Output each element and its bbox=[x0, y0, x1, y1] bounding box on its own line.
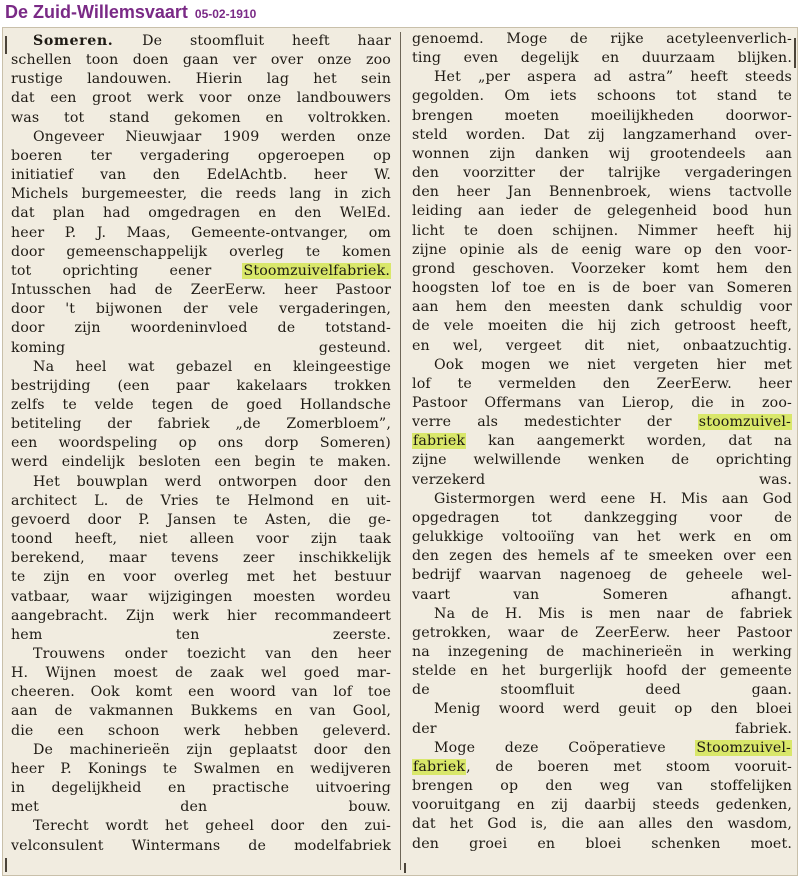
text-line: met den bouw. bbox=[11, 799, 391, 816]
text-line: was tot stand gekomen en voltrokken. bbox=[11, 109, 391, 126]
text-line: heer P. Konings te Swalmen en wedijveren bbox=[11, 760, 391, 777]
text-line: aan de vakmannen Bukkems en van Gool, bbox=[11, 703, 391, 720]
article-paragraph bbox=[5, 128, 395, 358]
text-line: zelfs te velde tegen de goed Hollandsche bbox=[11, 396, 391, 413]
text-line: werd eindelijk besloten een begin te maken. bbox=[11, 454, 391, 471]
text-line: door zijn woordeninvloed de totstand- bbox=[11, 320, 391, 337]
article-paragraph bbox=[406, 68, 796, 355]
text-line: door 't bijwonen der vele vergaderingen, bbox=[11, 301, 391, 318]
text-line: vaart van Someren afhangt. bbox=[412, 586, 792, 603]
text-line: genoemd. Moge de rijke acetyleenverlich- bbox=[412, 31, 792, 47]
article-paragraph bbox=[406, 739, 796, 854]
text-line: na inzegening de machinerieën in werking bbox=[412, 644, 792, 660]
text-line: Na heel wat gebazel en kleingeestige bbox=[33, 358, 391, 375]
text-line: Het „per aspera ad astra” heeft steeds bbox=[434, 69, 792, 86]
text-line: gevoerd door P. Jansen te Asten, die ge- bbox=[11, 511, 391, 528]
text-line: de vele moeiten die hij zich getroost heeft, bbox=[412, 318, 792, 335]
text-line: aan hem den meesten dank schuldig voor bbox=[412, 299, 792, 316]
text-line: verzekerd was. bbox=[412, 471, 792, 488]
text-line: bedrijf waarvan nagenoeg de geheele wel- bbox=[412, 567, 792, 584]
margin-mark bbox=[404, 863, 406, 873]
text-line: getrokken, waar de ZeerEerw. heer Pastoor bbox=[412, 624, 792, 641]
text-line: te zijn en voor overleg met het bestuur bbox=[11, 569, 391, 586]
text-line: schellen toon doen gaan ver over onze zoo bbox=[11, 52, 391, 69]
text-line: brengen moeten moeilijkheden doorwor- bbox=[412, 107, 792, 124]
text-line: velconsulent Wintermans de modelfabriek bbox=[11, 837, 391, 854]
margin-mark bbox=[5, 858, 7, 872]
margin-mark bbox=[794, 38, 796, 68]
text-line: ting even degelijk en duurzaam blijken. bbox=[412, 50, 792, 67]
text-line: der fabriek. bbox=[412, 720, 792, 737]
text-line: H. Wijnen moest de zaak wel goed mar- bbox=[11, 665, 391, 682]
text-line: Intusschen had de ZeerEerw. heer Pastoor bbox=[11, 282, 391, 299]
text-line: Het bouwplan werd ontworpen door den bbox=[33, 473, 391, 490]
search-highlight: stoomzuivel- bbox=[698, 414, 791, 431]
newspaper-title: De Zuid-Willemsvaart bbox=[5, 2, 188, 22]
article-column-left bbox=[5, 28, 395, 881]
dateline: Someren. bbox=[33, 33, 143, 49]
text-line: tot oprichting eener Stoomzuivelfabriek. bbox=[11, 262, 390, 279]
text-line: Moge deze Coöperatieve Stoomzuivel- bbox=[434, 739, 791, 756]
column-divider bbox=[400, 32, 401, 870]
search-highlight: fabriek bbox=[413, 433, 466, 450]
text-line: De machinerieën zijn geplaatst door den bbox=[33, 741, 391, 758]
text-line: Ook mogen we niet vergeten hier met bbox=[434, 356, 792, 373]
text-line: lof te vermelden den ZeerEerw. heer bbox=[412, 375, 792, 392]
text-line: architect L. de Vries te Helmond en uit- bbox=[11, 492, 391, 509]
text-line: Michels burgemeester, die reeds lang in zich bbox=[11, 186, 391, 203]
masthead bbox=[0, 0, 800, 26]
text-line: wonnen zijn danken wij grootendeels aan bbox=[412, 145, 792, 162]
article-paragraph bbox=[406, 605, 796, 701]
text-line: zijne welwillende wenken de oprichting bbox=[412, 452, 792, 469]
text-line: gegolden. Om iets schoons tot stand te bbox=[412, 88, 792, 105]
text-line: een woordspeling op ons dorp Someren) bbox=[11, 435, 391, 452]
article-paragraph bbox=[5, 817, 395, 855]
article-paragraph bbox=[406, 30, 796, 68]
text-line: en wel, vergeet dit niet, onbaatzuchtig. bbox=[412, 337, 792, 354]
margin-mark bbox=[5, 36, 7, 54]
article-paragraph bbox=[406, 356, 796, 490]
text-line: stelde en het burgerlijk hoofd der gemeente bbox=[412, 663, 792, 680]
search-highlight: Stoomzuivelfabriek. bbox=[243, 262, 390, 279]
text-line: den voorzitter der talrijke vergaderingen bbox=[412, 165, 792, 182]
text-line: koming gesteund. bbox=[11, 339, 391, 356]
text-line: dat plan had omgedragen en den WelEd. bbox=[11, 205, 391, 222]
text-line: initiatief van den EdelAchtb. heer W. bbox=[11, 167, 391, 184]
text-line: rustige landouwen. Hierin lag het sein bbox=[11, 71, 391, 88]
text-line: Someren. De stoomfluit heeft haar bbox=[33, 33, 391, 49]
text-line: de stoomfluit deed gaan. bbox=[412, 682, 792, 699]
text-line: opgedragen tot dankzegging voor de bbox=[412, 509, 792, 526]
text-line: brengen op den weg van stoffelijken bbox=[412, 778, 792, 795]
text-line: Ongeveer Nieuwjaar 1909 werden onze bbox=[33, 128, 391, 145]
publication-date: 05-02-1910 bbox=[194, 7, 257, 21]
text-line: hoogsten lof toe en is de boer van Someren bbox=[412, 280, 792, 297]
text-line: zijne opinie als de eenig ware op den voor- bbox=[412, 241, 792, 258]
text-line: Gistermorgen werd eene H. Mis aan God bbox=[434, 490, 792, 507]
article-paragraph bbox=[5, 473, 395, 645]
text-line: hem ten zeerste. bbox=[11, 626, 391, 643]
text-line: dat het God is, die aan alles den wasdom, bbox=[412, 816, 792, 833]
text-line: Trouwens onder toezicht van den heer bbox=[33, 646, 391, 662]
text-line: steld worden. Dat zij langzamerhand over- bbox=[412, 126, 792, 143]
text-line: gelukkige voltooiïng van het werk en om bbox=[412, 529, 792, 546]
text-line: bestrijding (een paar kakelaars trokken bbox=[11, 377, 391, 394]
text-line: den zegen des hemels af te smeeken over een bbox=[412, 548, 792, 565]
text-line: grond geschoven. Voorzeker komt hem den bbox=[412, 260, 792, 277]
article-paragraph bbox=[406, 490, 796, 605]
search-highlight: Stoomzuivel- bbox=[696, 739, 791, 756]
text-line: aangebracht. Zijn werk hier recommandeert bbox=[11, 607, 391, 624]
text-line: in degelijkheid en practische uitvoering bbox=[11, 780, 391, 797]
text-line: berekend, maar tevens zeer inschikkelijk bbox=[11, 550, 391, 567]
newspaper-clipping bbox=[2, 27, 798, 876]
article-paragraph bbox=[5, 645, 395, 741]
text-line: Terecht wordt het geheel door den zui- bbox=[33, 818, 391, 835]
text-line: heer P. J. Maas, Gemeente-ontvanger, om bbox=[11, 224, 391, 241]
text-line: toond heeft, niet alleen voor zijn taak bbox=[11, 531, 391, 548]
text-line: verre als medestichter der stoomzuivel- bbox=[412, 414, 791, 431]
text-line: cheeren. Ook komt een woord van lof toe bbox=[11, 684, 391, 701]
text-line: die een schoon werk hebben geleverd. bbox=[11, 722, 391, 739]
article-column-right bbox=[406, 28, 796, 879]
text-line: leiding aan ieder de gelegenheid bood hun bbox=[412, 203, 792, 220]
text-line: door gemeenschappelijk overleg te komen bbox=[11, 243, 391, 260]
text-line: Menig woord werd geuit op den bloei bbox=[434, 701, 792, 718]
text-line: dat een groot werk voor onze landbouwers bbox=[11, 90, 391, 107]
article-paragraph bbox=[5, 358, 395, 473]
text-line: den groei en bloei schenken moet. bbox=[412, 835, 792, 852]
text-line: Na de H. Mis is men naar de fabriek bbox=[434, 605, 792, 622]
text-line: betiteling der fabriek „de Zomerbloem”, bbox=[11, 416, 391, 433]
article-paragraph bbox=[5, 32, 395, 128]
text-line: vatbaar, waar wijzigingen moesten wordeu bbox=[11, 588, 391, 605]
text-line: den heer Jan Bennenbroek, wiens tactvolle bbox=[412, 184, 792, 201]
article-paragraph bbox=[406, 700, 796, 738]
text-line: Pastoor Offermans van Lierop, die in zoo- bbox=[412, 394, 792, 411]
text-line: fabriek kan aangemerkt worden, dat na bbox=[413, 433, 792, 450]
text-line: licht te doen schijnen. Nimmer heeft hij bbox=[412, 222, 792, 239]
text-line: vooruitgang en zij daarbij steeds gedenken, bbox=[412, 797, 792, 814]
search-highlight: fabriek bbox=[413, 758, 466, 775]
text-line: boeren ter vergadering opgeroepen op bbox=[11, 147, 391, 164]
article-paragraph bbox=[5, 741, 395, 818]
text-line: fabriek, de boeren met stoom vooruit- bbox=[413, 758, 792, 775]
